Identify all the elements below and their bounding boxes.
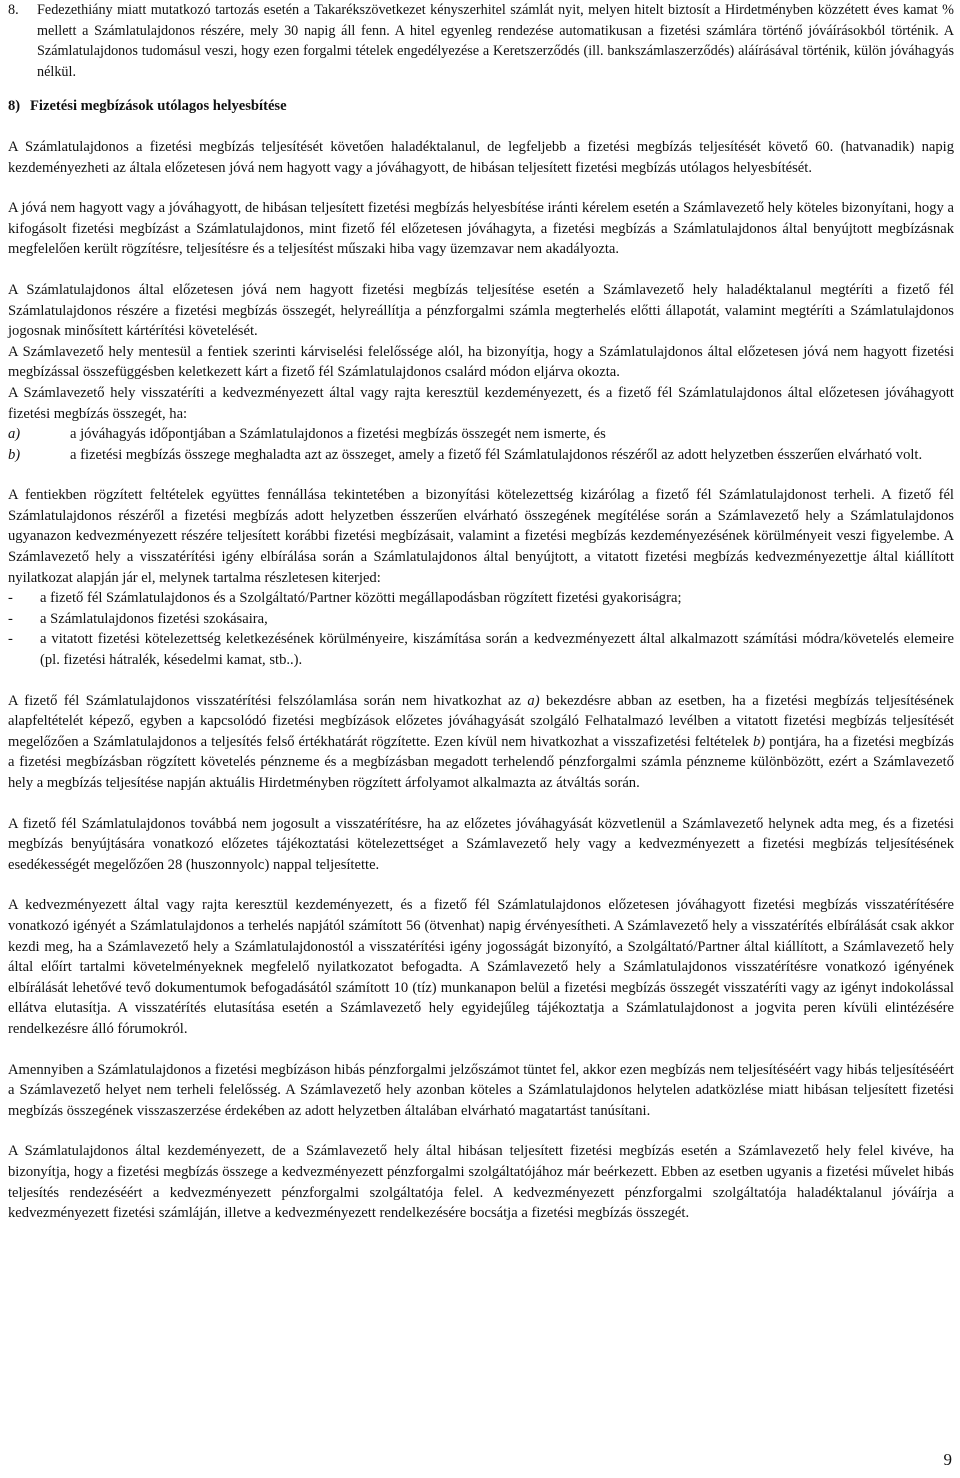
section-heading: [8, 96, 954, 117]
list-item-8: [8, 0, 954, 82]
paragraph: Amennyiben a Számlatulajdonos a fizetési megbízáson hibás pénzforgalmi jelzőszámot tüntet fel, akkor ezen megbízás nem teljesítéséért vagy hibás teljesítéséért a Számlavezető helyet nem terheli felelősség. A Számlavezető hely azonban köteles a Számlatulajdonos helytelen adatközlése miatt hibásan teljesített fizetési megbízás összegének visszaszerzése érdekében az adott helyzetben általában elvárható magatartást tanúsítani.: [8, 1061, 954, 1119]
dash-marker: -: [8, 631, 13, 648]
item-text: a fizetési megbízás összege meghaladta azt az összeget, amely a fizető fél Számlatulajdonos részéről az adott helyzetben ésszerűen elvárható volt.: [70, 446, 923, 463]
reference-b: b): [752, 733, 766, 750]
dash-text: a Számlatulajdonos fizetési szokásaira,: [40, 610, 268, 627]
reference-a: a): [527, 692, 540, 709]
list-item-number: 8.: [8, 2, 19, 18]
dash-text: a vitatott fizetési kötelezettség keletkezésének körülményeire, kiszámítása során a kedvezményezett által alkalmazott számítási módra/követelés elemeire (pl. fizetési hátralék, késedelmi kamat, stb..).: [40, 631, 954, 669]
paragraph: A kedvezményezett által vagy rajta keresztül kezdeményezett, és a fizető fél Számlatulajdonos előzetesen jóváhagyott fizetési megbízás visszatérítésére vonatkozó igényét a Számlatulajdonos a terhelés napjától számított 56 (ötvenhat) napig érvényesítheti. A Számlavezető hely a visszatérítés elbírálását csak akkor kezdi meg, ha a Számlavezető hely a Számlatulajdonostól a visszatérítési igény jogosságát bizonyító, a Szolgáltató/Partner által kiállított, a Számlavezető hely által előírt tartalmi követelményeknek megfelelő nyilatkozatot befogadta. A Számlavezető hely a Számlatulajdonos visszatérítésre vonatkozó igényének elbírálását lehetővé tevő dokumentumok befogadásától számított 10 (tíz) munkanapon belül a fizetési megbízás összegét visszatéríti vagy az igényt indokolással ellátva elutasítja. A visszatérítés elutasítása esetén a Számlavezető hely egyidejűleg tájékoztatja a Számlatulajdonost a jogvita peren kívüli elintézésére rendelkezésre álló fórumokról.: [8, 897, 954, 1037]
dash-item: [8, 588, 954, 609]
item-label: b): [8, 446, 21, 463]
paragraph: A Számlatulajdonos által előzetesen jóvá nem hagyott fizetési megbízás teljesítése esetén a Számlavezető hely haladéktalanul megtéríti a fizető fél Számlatulajdonos részére a fizetési megbízás összegét, helyreállítja a pénzforgalmi számla megterhelés előtti állapotát, valamint megtéríti a Számlatulajdonos jogosnak minősített kártérítési követelését.: [8, 281, 954, 340]
paragraph: A Számlatulajdonos a fizetési megbízás teljesítését követően haladéktalanul, de legfeljebb a fizetési megbízás teljesítését követő 60. (hatvanadik) napig kezdeményezheti az általa előzetesen jóvá nem hagyott vagy a jóváhagyott, de hibásan teljesített fizetési megbízás utólagos helyesbítését.: [8, 138, 954, 176]
lettered-item-b: [8, 445, 954, 466]
dash-text: a fizető fél Számlatulajdonos és a Szolgáltató/Partner közötti megállapodásban rögzített fizetési gyakoriságra;: [40, 590, 682, 607]
item-label: a): [8, 426, 21, 443]
section-title: Fizetési megbízások utólagos helyesbítése: [30, 98, 287, 115]
text-run: bekezdésre abban az esetben, ha a fizetési megbízás teljesítésének alapfeltételét képező, egyben a kapcsolódó fizetési megbízások előzetes jóváhagyását szolgáló Felhatalmazó levélben a vitatott fizetési megbízás teljesítését megelőzően a Számlatulajdonos a teljesítés felső értékhatárát rögzítette. Ezen kívül nem hivatkozhat a visszafizetési feltételek: [8, 692, 954, 750]
paragraph: A fentiekben rögzített feltételek együttes fennállása tekintetében a bizonyítási kötelezettség kizárólag a fizető fél Számlatulajdonost terheli. A fizető fél Számlatulajdonos részéről a fizetési megbízás adott helyzetben ésszerűen elvárható összegének megítélése során a Számlavezető hely a Számlatulajdonos ugyanazon kedvezményezett részére teljesített korábbi fizetési megbízásait, valamint a fizetési megbízás kezdeményezésének körülményeit veszi figyelembe. A Számlavezető hely a visszatérítési igény elbírálása során a Számlatulajdonos által benyújtott, a vitatott fizetési megbízás kedvezményezettje által kiállított nyilatkozat alapján jár el, melynek tartalma részletesen kiterjed:: [8, 487, 954, 586]
text-run: pontjára, ha a fizetési megbízás a fizetési megbízásban rögzített követelés pénzneme és a megbízásban megadott terhelendő pénzforgalmi számla pénzneme különbözött, ezért a Számlavezető hely a megbízás teljesítése napján aktuális Hirdetményben rögzített árfolyamot alkalmazta az átváltás során.: [8, 733, 954, 791]
paragraph: [8, 691, 954, 794]
item-text: a jóváhagyás időpontjában a Számlatulajdonos a fizetési megbízás összegét nem ismerte, és: [70, 426, 606, 443]
document-page: [8, 0, 954, 1224]
dash-marker: -: [8, 610, 13, 627]
paragraph: A fizető fél Számlatulajdonos továbbá nem jogosult a visszatérítésre, ha az előzetes jóváhagyását közvetlenül a Számlavezető helynek adta meg, és a fizetési megbízás benyújtására vonatkozó előzetes tájékoztatási kötelezettséget a Számlavezető hely vagy a kedvezményezett a fizetési megbízás teljesítésének esedékességét megelőzően 28 (huszonnyolc) nappal teljesítette.: [8, 815, 954, 873]
dash-item: [8, 629, 954, 670]
paragraph: A Számlavezető hely visszatéríti a kedvezményezett által vagy rajta keresztül kezdeményezett, és a fizető fél Számlatulajdonos által előzetesen jóváhagyott fizetési megbízás összegét, ha:: [8, 384, 954, 422]
list-item-text: Fedezethiány miatt mutatkozó tartozás esetén a Takarékszövetkezet kényszerhitel számlát nyit, melyen hitelt biztosít a Hirdetményben közzétett éves kamat % mellett a Számlatulajdonos részére, mely 30 napig áll fenn. A hitel egyenleg rendezése automatikusan a fizetési számlára történő jóváírásokból történik. A Számlatulajdonos tudomásul veszi, hogy ezen forgalmi tételek engedélyezése a Keretszerződés (ill. bankszámlaszerződés) aláírásával történik, külön jóváhagyás nélkül.: [37, 2, 954, 80]
paragraph: A jóvá nem hagyott vagy a jóváhagyott, de hibásan teljesített fizetési megbízás helyesbítése iránti kérelem esetén a Számlavezető hely köteles bizonyítani, hogy a kifogásolt fizetési megbízást a Számlatulajdonos, mint fizető fél előzetesen jóváhagyta, a fizetési megbízás a Számlatulajdonos által benyújtott megbízásnak megfelelően került rögzítésre, teljesítésre és a teljesítést műszaki hiba vagy üzemzavar nem akadályozta.: [8, 200, 954, 258]
dash-item: [8, 609, 954, 630]
section-number: 8): [8, 98, 21, 115]
paragraph: A Számlavezető hely mentesül a fentiek szerinti kárviselési felelőssége alól, ha bizonyítja, hogy a Számlatulajdonos által előzetesen jóvá nem hagyott fizetési megbízással összefüggésben keletkezett kárt a fizető fél Számlatulajdonos csalárd módon eljárva okozta.: [8, 343, 954, 381]
dash-marker: -: [8, 590, 13, 607]
page-number: 9: [943, 1450, 952, 1469]
lettered-item-a: [8, 424, 954, 445]
paragraph: A Számlatulajdonos által kezdeményezett, de a Számlavezető hely által hibásan teljesített fizetési megbízás esetén a Számlavezető hely felel kivéve, ha bizonyítja, hogy a fizetési megbízás összege a kedvezményezett pénzforgalmi szolgáltatójához már beérkezett. Ebben az esetben ugyanis a fizetési művelet hibás teljesítés rendezéséért a kedvezményezett pénzforgalmi szolgáltatója felel. A kedvezményezett pénzforgalmi szolgáltatója haladéktalanul jóváírja a kedvezményezett fizetési számláján, illetve a kedvezményezett rendelkezésére bocsátja a fizetési megbízás összegét.: [8, 1143, 954, 1222]
text-run: A fizető fél Számlatulajdonos visszatérítési felszólamlása során nem hivatkozhat az: [8, 692, 528, 709]
